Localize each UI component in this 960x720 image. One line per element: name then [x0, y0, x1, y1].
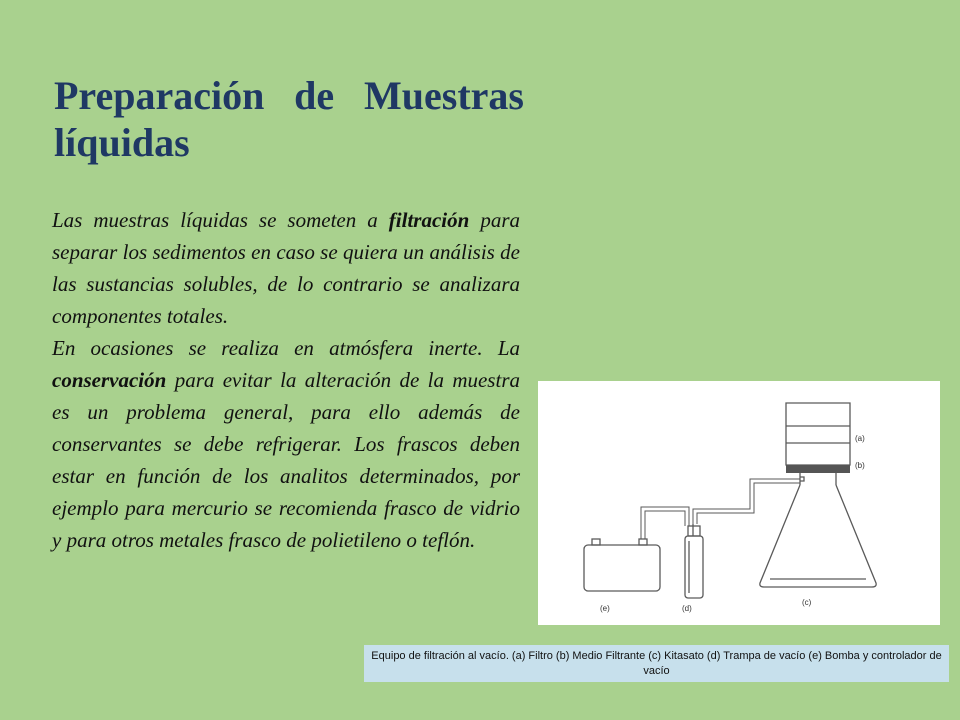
- filter-funnel: [786, 403, 850, 465]
- vacuum-pump-box: [584, 545, 660, 591]
- filter-medium: [786, 465, 850, 473]
- kitasato-flask: [760, 485, 876, 587]
- paragraph-conservation: [52, 332, 520, 556]
- paragraph2-text-start: En ocasiones se realiza en atmósfera inerte. La: [52, 336, 520, 360]
- figure-caption: Equipo de filtración al vacío. (a) Filtro (b) Medio Filtrante (c) Kitasato (d) Trampa de vacío (e) Bomba y controlador de vacío: [364, 645, 949, 682]
- label-a: (a): [855, 434, 865, 443]
- tube-trap-to-pump: [641, 507, 689, 539]
- vacuum-filtration-diagram: [538, 381, 940, 625]
- label-d: (d): [682, 604, 692, 613]
- body-text: [52, 204, 520, 556]
- paragraph1-text-start: Las muestras líquidas se someten a: [52, 208, 389, 232]
- pump-port-left: [592, 539, 600, 545]
- tube-flask-to-trap: [693, 479, 800, 524]
- flask-neck: [800, 473, 836, 485]
- label-e: (e): [600, 604, 610, 613]
- label-c: (c): [802, 598, 812, 607]
- paragraph1-text-end: para separar los sedimentos en caso se quiera un análisis de las sustancias solubles, de lo contrario se analizara componentes totales.: [52, 208, 520, 328]
- paragraph2-text-end: para evitar la alteración de la muestra es un problema general, para ello además de conservantes se debe refrigerar. Los frascos deben estar en función de los analitos determinados, por ejemplo para mercurio se recomienda frasco de vidrio y para otros metales frasco de polietileno o teflón.: [52, 368, 520, 552]
- label-b: (b): [855, 461, 865, 470]
- trap-stopper: [688, 526, 700, 536]
- keyword-conservacion: conservación: [52, 368, 167, 392]
- paragraph-filtration: [52, 204, 520, 332]
- keyword-filtracion: filtración: [388, 208, 470, 232]
- diagram-drawing: [538, 381, 940, 625]
- slide-title: Preparación de Muestras líquidas: [54, 73, 524, 165]
- vacuum-trap-tube: [685, 536, 703, 598]
- pump-port-right: [639, 539, 647, 545]
